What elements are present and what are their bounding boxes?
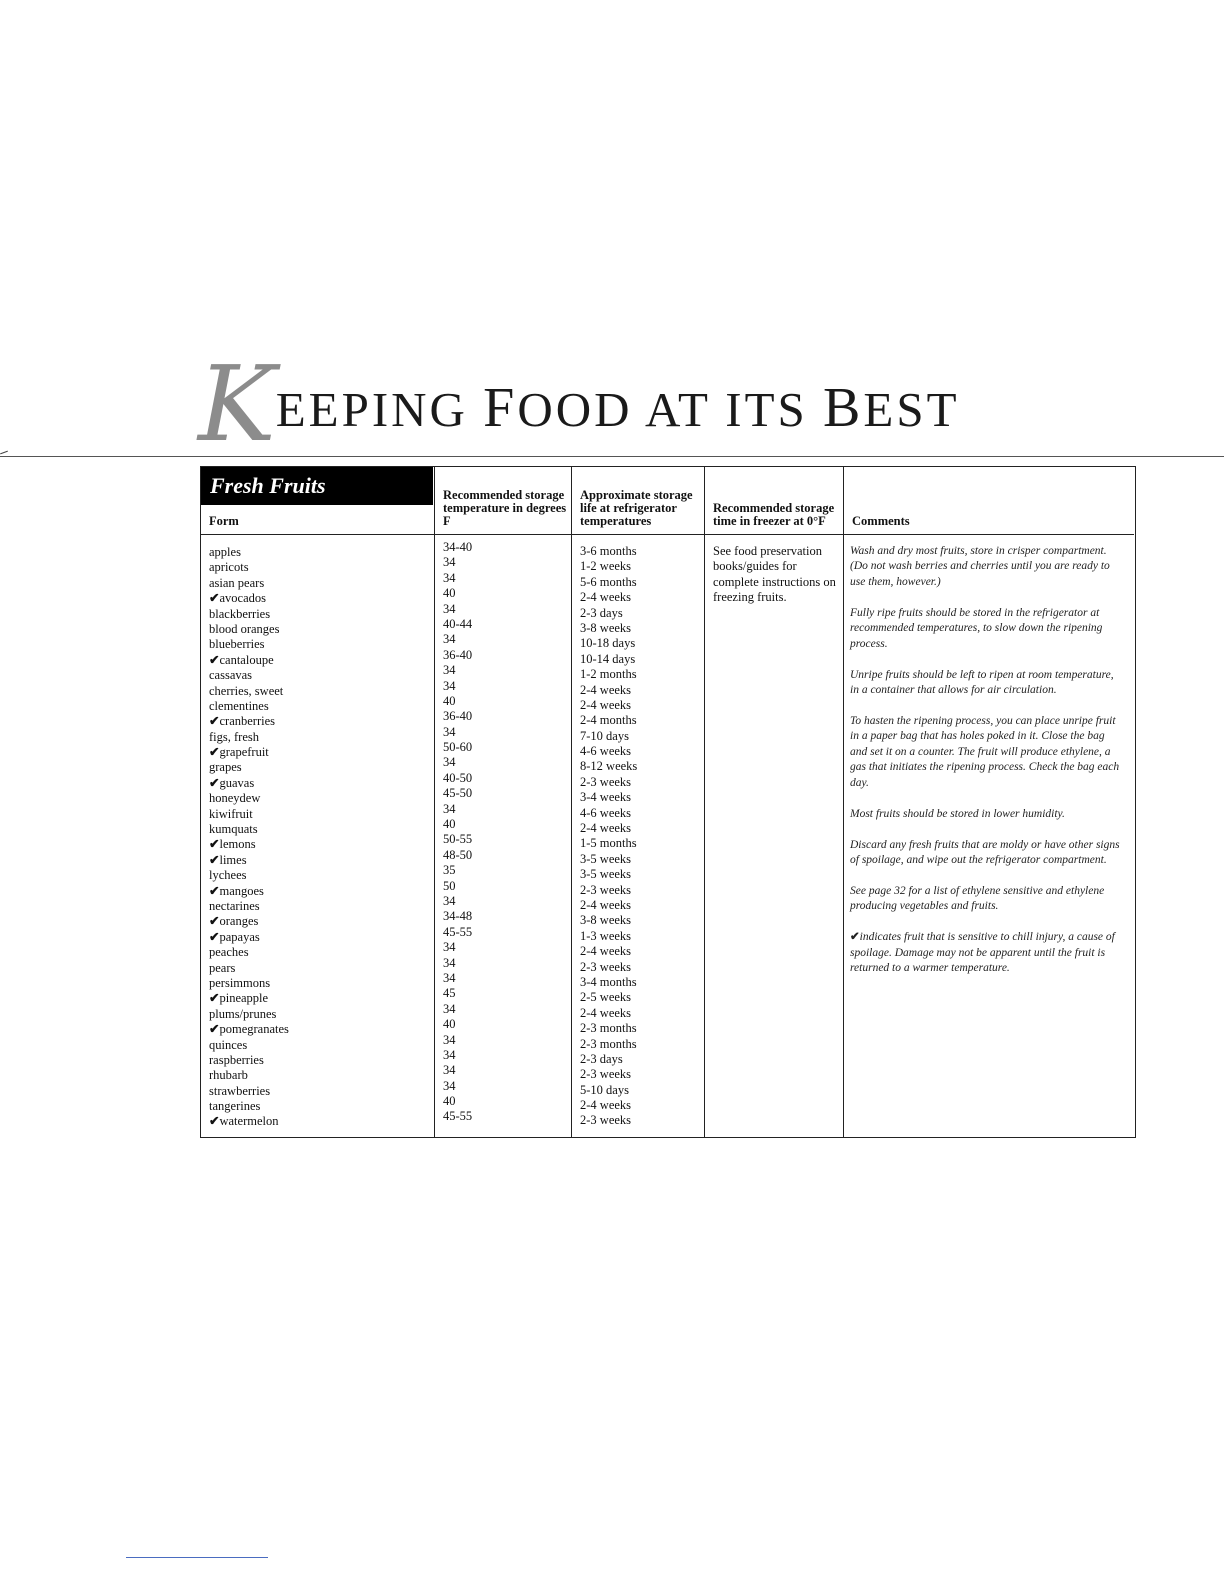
form-name: nectarines: [209, 898, 260, 913]
comments-list: [844, 544, 1134, 992]
temperature-cell: 34: [443, 555, 456, 570]
form-cell: [201, 730, 434, 745]
comment-paragraph: [844, 606, 1134, 652]
storage-life-cell: 5-10 days: [580, 1082, 629, 1097]
form-name: lychees: [209, 868, 247, 883]
comment-paragraph: [844, 544, 1134, 590]
form-name: mangoes: [219, 883, 264, 898]
rule-tick: [0, 451, 8, 455]
temperature-header: [435, 467, 571, 535]
form-name: pears: [209, 960, 236, 975]
form-cell: [201, 1022, 434, 1037]
temperature-cell: 34-48: [443, 909, 473, 924]
form-name: grapes: [209, 760, 242, 775]
check-icon: ✔: [209, 914, 220, 929]
freezer-text: See food preservation books/guides for complete instructions on freezing fruits.: [713, 544, 836, 605]
comment-paragraph: [844, 807, 1134, 822]
form-cell: [201, 914, 434, 929]
form-name: cranberries: [219, 714, 276, 729]
form-cell: [201, 637, 434, 652]
storage-life-cell: 3-4 months: [580, 974, 637, 989]
form-name: honeydew: [209, 791, 261, 806]
freezer-header: [705, 467, 843, 535]
form-header: [201, 467, 434, 535]
form-cell: [201, 684, 434, 699]
temperature-cell: 45-50: [443, 786, 473, 801]
check-icon: ✔: [209, 837, 220, 852]
temperature-cell: 34-40: [443, 540, 473, 554]
form-name: strawberries: [209, 1083, 271, 1098]
temperature-list: [435, 540, 571, 1125]
comment-paragraph: [844, 930, 1134, 976]
check-icon: ✔: [850, 931, 860, 944]
temperature-cell: 50-60: [443, 740, 473, 755]
title-text: EEPING FOOD AT ITS BEST: [275, 377, 960, 439]
form-list: [201, 545, 434, 1130]
form-cell: [201, 760, 434, 775]
form-cell: [201, 991, 434, 1006]
temperature-cell: 34: [443, 970, 456, 985]
form-cell: [201, 560, 434, 575]
form-name: blueberries: [209, 637, 265, 652]
storage-life-cell: 3-5 weeks: [580, 867, 632, 882]
form-cell: [201, 576, 434, 591]
form-cell: [201, 653, 434, 668]
form-cell: [201, 1007, 434, 1022]
freezer-body: [705, 544, 843, 606]
check-icon: ✔: [209, 1114, 220, 1129]
form-name: apricots: [209, 560, 249, 575]
form-cell: [201, 945, 434, 960]
storage-life-cell: 2-4 weeks: [580, 697, 632, 712]
check-icon: ✔: [209, 991, 220, 1006]
storage-life-cell: 3-8 weeks: [580, 620, 632, 635]
form-name: pineapple: [219, 991, 269, 1006]
comments-header: [844, 467, 1134, 535]
temperature-cell: 45-55: [443, 1109, 473, 1124]
form-cell: [201, 961, 434, 976]
temperature-cell: 40: [443, 1094, 456, 1109]
storage-life-cell: 2-4 weeks: [580, 590, 632, 605]
form-cell: [201, 791, 434, 806]
storage-life-cell: 8-12 weeks: [580, 759, 638, 774]
storage-life-cell: 1-5 months: [580, 836, 637, 851]
temperature-cell: 34: [443, 1001, 456, 1016]
freezer-header-label: Recommended storage time in freezer at 0°F: [713, 501, 835, 528]
form-name: quinces: [209, 1037, 248, 1052]
freezer-column: [704, 467, 843, 1137]
form-cell: [201, 822, 434, 837]
temperature-cell: 34: [443, 893, 456, 908]
page-title: [198, 343, 960, 465]
temperature-cell: 34: [443, 955, 456, 970]
storage-life-cell: 2-4 weeks: [580, 944, 632, 959]
form-name: lemons: [219, 837, 256, 852]
form-name: blood oranges: [209, 621, 280, 636]
form-cell: [201, 1114, 434, 1129]
temperature-cell: 45-55: [443, 924, 473, 939]
form-name: oranges: [219, 914, 259, 929]
temperature-cell: 34: [443, 1078, 456, 1093]
storage-life-cell: 3-8 weeks: [580, 913, 632, 928]
temperature-cell: 34: [443, 678, 456, 693]
comment-text: Unripe fruits should be left to ripen at room temperature, in a container that allows for air circulation.: [850, 668, 1114, 697]
form-name: papayas: [219, 929, 260, 944]
storage-life-cell: 2-3 weeks: [580, 774, 632, 789]
form-cell: [201, 1068, 434, 1083]
storage-life-cell: 10-14 days: [580, 651, 636, 666]
comments-column: [843, 467, 1134, 1137]
temperature-cell: 40: [443, 693, 456, 708]
temperature-cell: 50: [443, 878, 456, 893]
storage-life-cell: 3-6 months: [580, 544, 637, 558]
temperature-cell: 34: [443, 940, 456, 955]
temperature-column: [434, 467, 571, 1137]
form-name: avocados: [219, 591, 266, 606]
comment-paragraph: [844, 668, 1134, 699]
storage-life-cell: 3-5 weeks: [580, 851, 632, 866]
form-name: blackberries: [209, 606, 271, 621]
form-name: figs, fresh: [209, 729, 259, 744]
storage-life-cell: 3-4 weeks: [580, 790, 632, 805]
check-icon: ✔: [209, 652, 220, 667]
comment-text: See page 32 for a list of ethylene sensitive and ethylene producing vegetables and fruits.: [850, 885, 1105, 913]
storage-life-cell: 2-4 weeks: [580, 682, 632, 697]
form-cell: [201, 899, 434, 914]
comment-paragraph: [844, 884, 1134, 915]
form-name: raspberries: [209, 1052, 264, 1067]
check-icon: ✔: [209, 775, 220, 790]
storage-life-cell: 2-4 weeks: [580, 1005, 632, 1020]
temperature-cell: 34: [443, 724, 456, 739]
form-name: plums/prunes: [209, 1006, 277, 1021]
form-name: kumquats: [209, 822, 258, 837]
form-header-label: Form: [209, 514, 239, 528]
comment-paragraph: [844, 838, 1134, 869]
form-cell: [201, 668, 434, 683]
storage-life-cell: 4-6 weeks: [580, 744, 632, 759]
form-name: persimmons: [209, 975, 271, 990]
form-name: watermelon: [219, 1114, 279, 1129]
storage-life-cell: 2-3 days: [580, 1051, 623, 1066]
storage-life-cell: 1-2 weeks: [580, 559, 632, 574]
storage-life-cell: 5-6 months: [580, 574, 637, 589]
form-cell: [201, 1053, 434, 1068]
check-icon: ✔: [209, 714, 220, 729]
fresh-fruits-table: [200, 466, 1136, 1138]
form-cell: [201, 607, 434, 622]
form-name: clementines: [209, 698, 269, 713]
temperature-cell: 36-40: [443, 647, 473, 662]
form-cell: [201, 745, 434, 760]
form-cell: [201, 853, 434, 868]
temperature-cell: 34: [443, 1063, 456, 1078]
storage-life-cell: 2-4 weeks: [580, 821, 632, 836]
temperature-cell: 34: [443, 632, 456, 647]
temperature-cell: 35: [443, 863, 456, 878]
temperature-cell: 40: [443, 586, 456, 601]
temperature-cell: 34: [443, 601, 456, 616]
temperature-cell: 40-50: [443, 770, 473, 785]
form-name: pomegranates: [219, 1022, 289, 1037]
form-cell: [201, 714, 434, 729]
storage-life-cell: 2-3 months: [580, 1021, 637, 1036]
temperature-cell: 45: [443, 986, 456, 1001]
comment-paragraph: [844, 714, 1134, 791]
storage-life-cell: 2-5 weeks: [580, 990, 632, 1005]
form-cell: [201, 699, 434, 714]
comment-text: Fully ripe fruits should be stored in the refrigerator at recommended temperatures, to slow down the ripening process.: [850, 606, 1103, 650]
storage-life-cell: 7-10 days: [580, 728, 629, 743]
form-name: rhubarb: [209, 1068, 248, 1083]
storage-life-cell: 2-3 weeks: [580, 882, 632, 897]
temperature-cell: 34: [443, 1032, 456, 1047]
comments-header-label: Comments: [852, 514, 910, 528]
form-cell: [201, 1099, 434, 1114]
temperature-cell: 50-55: [443, 832, 473, 847]
form-cell: [201, 545, 434, 560]
storage-life-cell: 10-18 days: [580, 636, 636, 651]
temperature-cell: 34: [443, 755, 456, 770]
storage-life-cell: 2-4 weeks: [580, 897, 632, 912]
storage-life-column: [571, 467, 704, 1137]
comment-text: Discard any fresh fruits that are moldy or have other signs of spoilage, and wipe out the refrigerator compartment.: [850, 838, 1120, 867]
comment-text: indicates fruit that is sensitive to chill injury, a cause of spoilage. Damage may not be apparent until the fruit is returned to a warmer temperature.: [850, 931, 1115, 975]
section-badge: Fresh Fruits: [201, 467, 433, 505]
form-cell: [201, 837, 434, 852]
temperature-cell: 36-40: [443, 709, 473, 724]
footer-line: [126, 1557, 268, 1558]
temperature-header-label: Recommended storage temperature in degrees F: [443, 488, 567, 528]
storage-life-header: [572, 467, 704, 535]
temperature-cell: 40-44: [443, 616, 473, 631]
temperature-cell: 34: [443, 1047, 456, 1062]
form-cell: [201, 930, 434, 945]
form-name: cantaloupe: [219, 652, 274, 667]
form-name: cherries, sweet: [209, 683, 284, 698]
form-cell: [201, 591, 434, 606]
temperature-cell: 40: [443, 817, 456, 832]
comment-text: To hasten the ripening process, you can place unripe fruit in a paper bag that has holes poked in it. Close the bag and set it on a counter. The fruit will produce ethylene, a gas that initiates the ripening process. Check the bag each day.: [850, 715, 1120, 789]
storage-life-cell: 2-3 weeks: [580, 1067, 632, 1082]
comment-text: Most fruits should be stored in lower humidity.: [850, 807, 1065, 820]
form-name: tangerines: [209, 1099, 261, 1114]
storage-life-cell: 2-4 months: [580, 713, 637, 728]
form-name: cassavas: [209, 668, 253, 683]
form-name: asian pears: [209, 575, 265, 590]
form-name: limes: [219, 852, 247, 867]
storage-life-cell: 2-4 weeks: [580, 1098, 632, 1113]
title-initial: K: [198, 343, 274, 465]
form-cell: [201, 976, 434, 991]
form-cell: [201, 807, 434, 822]
temperature-cell: 48-50: [443, 847, 473, 862]
form-name: grapefruit: [219, 745, 269, 760]
form-cell: [201, 868, 434, 883]
check-icon: ✔: [209, 591, 220, 606]
storage-life-header-label: Approximate storage life at refrigerator temperatures: [580, 488, 693, 528]
storage-life-list: [572, 544, 704, 1129]
comment-text: Wash and dry most fruits, store in crisper compartment. (Do not wash berries and cherries until you are ready to use them, however.): [850, 545, 1110, 588]
form-cell: [201, 1084, 434, 1099]
temperature-cell: 34: [443, 801, 456, 816]
check-icon: ✔: [209, 1022, 220, 1037]
form-name: apples: [209, 545, 241, 559]
form-name: peaches: [209, 945, 249, 960]
form-cell: [201, 884, 434, 899]
check-icon: ✔: [209, 883, 220, 898]
storage-life-cell: 2-3 weeks: [580, 1113, 632, 1128]
form-column: [201, 467, 434, 1137]
title-rule: [0, 456, 1224, 457]
form-cell: [201, 622, 434, 637]
form-name: kiwifruit: [209, 806, 253, 821]
storage-life-cell: 2-3 days: [580, 605, 623, 620]
check-icon: ✔: [209, 929, 220, 944]
storage-life-cell: 1-2 months: [580, 667, 637, 682]
check-icon: ✔: [209, 852, 220, 867]
form-cell: [201, 1038, 434, 1053]
temperature-cell: 40: [443, 1017, 456, 1032]
storage-life-cell: 2-3 weeks: [580, 959, 632, 974]
form-name: guavas: [219, 775, 255, 790]
temperature-cell: 34: [443, 663, 456, 678]
storage-life-cell: 2-3 months: [580, 1036, 637, 1051]
check-icon: ✔: [209, 745, 220, 760]
temperature-cell: 34: [443, 570, 456, 585]
storage-life-cell: 4-6 weeks: [580, 805, 632, 820]
storage-life-cell: 1-3 weeks: [580, 928, 632, 943]
form-cell: [201, 776, 434, 791]
